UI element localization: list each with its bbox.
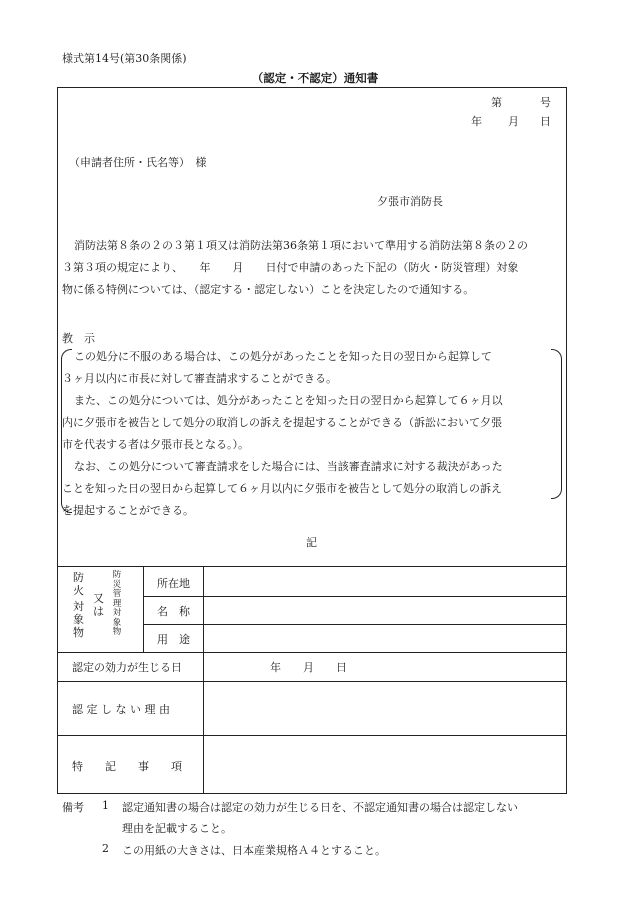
instruction-line-3: また、この処分については、処分があったことを知った日の翌日から起算して６ヶ月以 [74, 394, 503, 407]
number-suffix: 号 [540, 96, 551, 109]
effective-date-value: 年 月 日 [270, 661, 347, 674]
row-label-name: 名 称 [157, 605, 190, 618]
addressee: （申請者住所・氏名等） 様 [69, 156, 207, 169]
instruction-line-2: ３ヶ月以内に市長に対して審査請求することができる。 [62, 372, 337, 385]
notes-label: 特 記 事 項 [72, 760, 182, 773]
instruction-line-4: 内に夕張市を被告として処分の取消しの訴えを提起することができる（訴訟において夕張 [62, 416, 502, 429]
object-label-mid: 又は [93, 592, 104, 618]
notice-line-2: ３第３項の規定により、 年 月 日付で申請のあった下記の（防火・防災管理）対象 [62, 261, 519, 274]
date-day-label: 日 [540, 115, 551, 128]
object-label-left2: 対象物 [73, 600, 84, 639]
remark-1-number: 1 [102, 799, 109, 812]
document-title: （認定・不認定）通知書 [251, 71, 379, 85]
col-line-1 [143, 566, 144, 652]
effective-date-label: 認定の効力が生じる日 [72, 661, 182, 674]
remark-1-line-2: 理由を記載すること。 [122, 822, 232, 835]
instruction-line-5: 市を代表する者は夕張市長となる。）。 [62, 438, 249, 451]
ki-mark: 記 [306, 536, 317, 549]
row-label-use: 用 途 [157, 633, 190, 646]
col-line-2 [203, 566, 204, 793]
row-line-5 [57, 735, 567, 736]
object-label-right: 防災管理対象物 [112, 570, 122, 637]
remark-2-text: この用紙の大きさは、日本産業規格Ａ４とすること。 [122, 844, 386, 857]
date-year-label: 年 [471, 115, 482, 128]
row-line-3 [57, 652, 567, 653]
date-month-label: 月 [508, 115, 519, 128]
instruction-line-6: なお、この処分について審査請求をした場合には、当該審査請求に対する裁決があった [74, 460, 503, 473]
issuer: 夕張市消防長 [377, 195, 443, 208]
form-number: 様式第14号(第30条関係) [62, 52, 187, 65]
number-prefix: 第 [491, 96, 502, 109]
notice-line-1: 消防法第８条の２の３第１項又は消防法第36条第１項において準用する消防法第８条の２の [74, 239, 528, 252]
remarks-label: 備考 [62, 801, 84, 814]
reason-label: 認 定 し な い 理 由 [72, 703, 170, 716]
row-line-2 [143, 624, 567, 625]
instruction-heading: 教 示 [62, 332, 95, 345]
row-line-1 [143, 596, 567, 597]
table-top-line [57, 566, 567, 567]
instruction-line-8: を提起することができる。 [62, 504, 194, 517]
instruction-line-7: ことを知った日の翌日から起算して６ヶ月以内に夕張市を被告として処分の取消しの訴え [62, 482, 502, 495]
notice-line-3: 物に係る特例については、（認定する・認定しない）ことを決定したので通知する。 [62, 283, 475, 296]
row-line-4 [57, 681, 567, 682]
remark-1-line-1: 認定通知書の場合は認定の効力が生じる日を、不認定通知書の場合は認定しない [122, 801, 518, 814]
row-label-location: 所在地 [157, 577, 190, 590]
instruction-bracket-right [551, 349, 562, 499]
object-label-left1: 防火 [73, 571, 84, 597]
instruction-line-1: この処分に不服のある場合は、この処分があったことを知った日の翌日から起算して [74, 350, 492, 363]
remark-2-number: 2 [102, 842, 109, 855]
